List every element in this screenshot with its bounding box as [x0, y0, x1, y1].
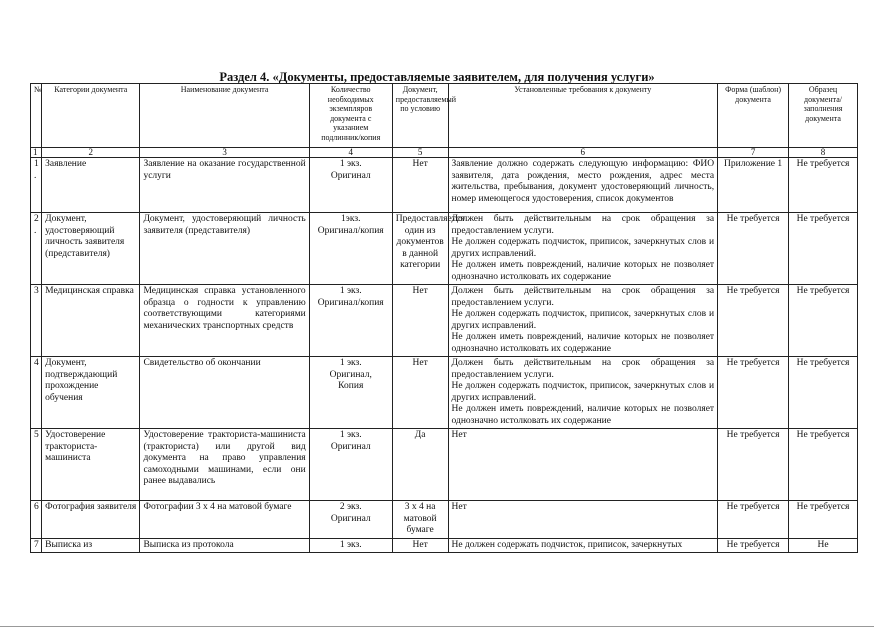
copy-count: 1 экз. Оригинал	[309, 158, 392, 213]
requirements: Не должен содержать подчисток, приписок, зачеркнутых	[448, 538, 718, 553]
column-number: 3	[140, 148, 309, 158]
column-number: 2	[42, 148, 140, 158]
table-row	[31, 285, 858, 357]
row-number: 2 .	[31, 213, 42, 285]
copy-count: 1экз. Оригинал/копия	[309, 213, 392, 285]
header-cell: Категории документа	[42, 84, 140, 148]
form-template: Не требуется	[718, 357, 789, 429]
form-template: Не требуется	[718, 213, 789, 285]
form-template: Не требуется	[718, 429, 789, 501]
table-row	[31, 429, 858, 501]
conditional-flag: Нет	[392, 285, 448, 357]
header-row	[31, 84, 858, 148]
sample-document: Не требуется	[789, 158, 858, 213]
requirements: Нет	[448, 501, 718, 539]
column-number: 6	[448, 148, 718, 158]
page-bottom-edge	[0, 626, 874, 627]
document-name: Заявление на оказание государственной услуги	[140, 158, 309, 213]
sample-document: Не требуется	[789, 429, 858, 501]
form-template: Приложение 1	[718, 158, 789, 213]
documents-table	[30, 83, 858, 553]
document-name: Документ, удостоверяющий личность заявителя (представителя)	[140, 213, 309, 285]
conditional-flag: Предоставляется один из документов в данной категории	[392, 213, 448, 285]
row-number: 5	[31, 429, 42, 501]
document-name: Выписка из протокола	[140, 538, 309, 553]
sample-document: Не требуется	[789, 285, 858, 357]
header-cell: №	[31, 84, 42, 148]
header-cell: Количество необходимых экземпляров документа с указанием подлинник/копия	[309, 84, 392, 148]
sample-document: Не требуется	[789, 357, 858, 429]
document-name: Удостоверение тракториста-машиниста (тракториста) или другой вид документа на право управления самоходными машинами, если они ранее выдавались	[140, 429, 309, 501]
row-number: 6	[31, 501, 42, 539]
header-cell: Наименование документа	[140, 84, 309, 148]
document-category: Фотография заявителя	[42, 501, 140, 539]
document-category: Медицинская справка	[42, 285, 140, 357]
document-category: Выписка из	[42, 538, 140, 553]
column-number-row	[31, 148, 858, 158]
table-row	[31, 158, 858, 213]
copy-count: 1 экз. Оригинал, Копия	[309, 357, 392, 429]
requirements: Должен быть действительным на срок обращения за предоставлением услуги. Не должен содержать подчисток, приписок, зачеркнутых слов и других исправлений. Не должен иметь повреждений, наличие которых не позволяет однозначно истолковать их содержание	[448, 285, 718, 357]
document-name: Фотографии 3 х 4 на матовой бумаге	[140, 501, 309, 539]
header-cell: Установленные требования к документу	[448, 84, 718, 148]
header-cell: Форма (шаблон) документа	[718, 84, 789, 148]
form-template: Не требуется	[718, 538, 789, 553]
column-number: 8	[789, 148, 858, 158]
sample-document: Не требуется	[789, 501, 858, 539]
column-number: 7	[718, 148, 789, 158]
sample-document: Не требуется	[789, 213, 858, 285]
conditional-flag: Нет	[392, 357, 448, 429]
conditional-flag: Да	[392, 429, 448, 501]
requirements: Заявление должно содержать следующую информацию: ФИО заявителя, дата рождения, место рождения, адрес места жительства, пребывания, документ удостоверяющий личность, номер имеющегося удостоверения, список документов	[448, 158, 718, 213]
table-row	[31, 538, 858, 553]
table-row	[31, 501, 858, 539]
header-cell: Документ, предоставляемый по условию	[392, 84, 448, 148]
sample-document: Не	[789, 538, 858, 553]
document-category: Документ, удостоверяющий личность заявителя (представителя)	[42, 213, 140, 285]
requirements: Должен быть действительным на срок обращения за предоставлением услуги. Не должен содержать подчисток, приписок, зачеркнутых слов и других исправлений. Не должен иметь повреждений, наличие которых не позволяет однозначно истолковать их содержание	[448, 357, 718, 429]
copy-count: 1 экз. Оригинал/копия	[309, 285, 392, 357]
conditional-flag: Нет	[392, 158, 448, 213]
row-number: 3	[31, 285, 42, 357]
document-category: Заявление	[42, 158, 140, 213]
header-cell: Образец документа/заполнения документа	[789, 84, 858, 148]
row-number: 1 .	[31, 158, 42, 213]
column-number: 1	[31, 148, 42, 158]
document-category: Документ, подтверждающий прохождение обучения	[42, 357, 140, 429]
requirements: Нет	[448, 429, 718, 501]
conditional-flag: 3 х 4 на матовой бумаге	[392, 501, 448, 539]
document-category: Удостоверение тракториста-машиниста	[42, 429, 140, 501]
column-number: 4	[309, 148, 392, 158]
copy-count: 2 экз. Оригинал	[309, 501, 392, 539]
section-title: Раздел 4. «Документы, предоставляемые заявителем, для получения услуги»	[219, 70, 655, 84]
form-template: Не требуется	[718, 501, 789, 539]
form-template: Не требуется	[718, 285, 789, 357]
document-name: Медицинская справка установленного образца о годности к управлению соответствующими категориями механических транспортных средств	[140, 285, 309, 357]
conditional-flag: Нет	[392, 538, 448, 553]
copy-count: 1 экз. Оригинал	[309, 429, 392, 501]
requirements: Должен быть действительным на срок обращения за предоставлением услуги. Не должен содержать подчисток, приписок, зачеркнутых слов и других исправлений. Не должен иметь повреждений, наличие которых не позволяет однозначно истолковать их содержание	[448, 213, 718, 285]
row-number: 7	[31, 538, 42, 553]
table-row	[31, 357, 858, 429]
column-number: 5	[392, 148, 448, 158]
row-number: 4	[31, 357, 42, 429]
table-row	[31, 213, 858, 285]
document-name: Свидетельство об окончании	[140, 357, 309, 429]
copy-count: 1 экз.	[309, 538, 392, 553]
